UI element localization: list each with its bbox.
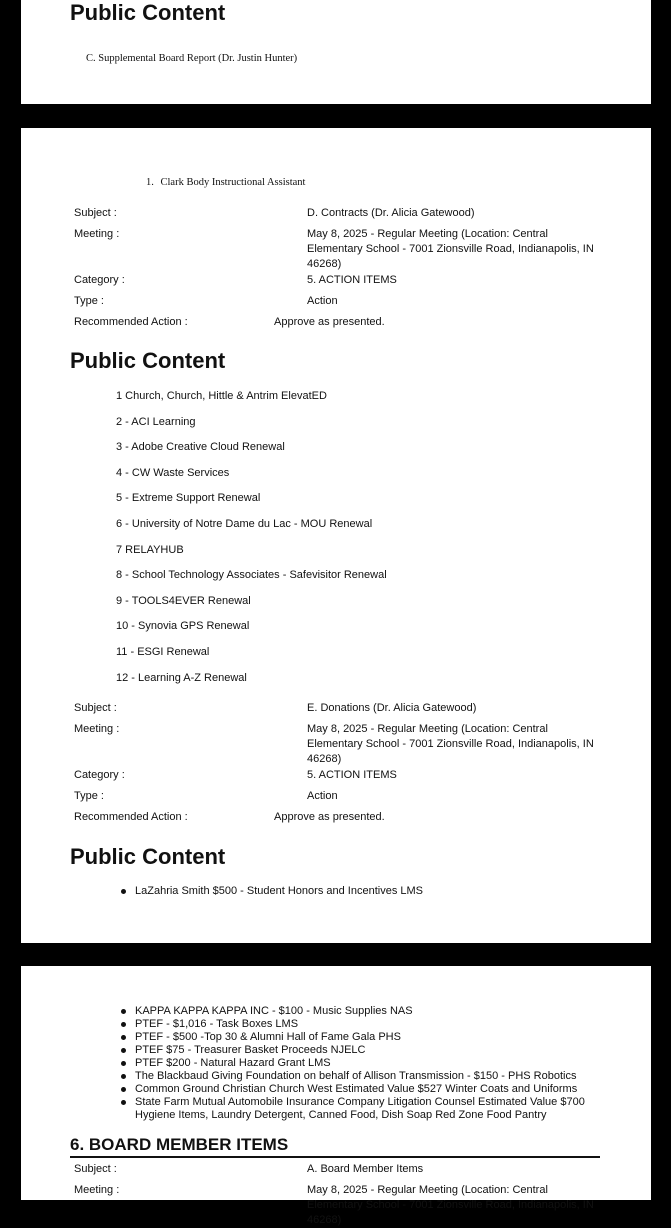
list-item: PTEF $75 - Treasurer Basket Proceeds NJELC bbox=[119, 1044, 609, 1057]
meeting-value: May 8, 2025 - Regular Meeting (Location: Central Elementary School - 7001 Zionsville Road, Indianapolis, IN 46268) bbox=[307, 228, 594, 270]
subject-label: Subject : bbox=[74, 1163, 117, 1175]
meeting-value: May 8, 2025 - Regular Meeting (Location: Central Elementary School - 7001 Zionsville Road, Indianapolis, IN 46268) bbox=[307, 1184, 594, 1226]
subject-value: D. Contracts (Dr. Alicia Gatewood) bbox=[307, 207, 475, 219]
list-item: 1 Church, Church, Hittle & Antrim ElevatED bbox=[116, 390, 327, 402]
list-item: 3 - Adobe Creative Cloud Renewal bbox=[116, 441, 285, 454]
meeting-label: Meeting : bbox=[74, 723, 120, 735]
list-item: 5 - Extreme Support Renewal bbox=[116, 492, 261, 505]
recommended-action-value: Approve as presented. bbox=[274, 811, 385, 823]
type-value: Action bbox=[307, 790, 338, 802]
recommended-action-label: Recommended Action : bbox=[74, 316, 188, 328]
contracts-list bbox=[116, 389, 387, 696]
list-item: PTEF - $500 -Top 30 & Alumni Hall of Fame Gala PHS bbox=[119, 1031, 609, 1044]
public-content-heading: Public Content bbox=[70, 348, 226, 373]
subject-value: A. Board Member Items bbox=[307, 1163, 424, 1175]
document-page-3 bbox=[21, 966, 651, 1226]
supplemental-board-report: C. Supplemental Board Report (Dr. Justin Hunter) bbox=[86, 53, 298, 64]
numbered-item-number: 1. bbox=[146, 177, 154, 188]
meeting-value: May 8, 2025 - Regular Meeting (Location: Central Elementary School - 7001 Zionsville Road, Indianapolis, IN 46268) bbox=[307, 723, 594, 765]
type-label: Type : bbox=[74, 295, 104, 307]
subject-label: Subject : bbox=[74, 702, 117, 714]
list-item: Common Ground Christian Church West Estimated Value $527 Winter Coats and Uniforms bbox=[119, 1083, 609, 1096]
category-value: 5. ACTION ITEMS bbox=[307, 274, 397, 286]
list-item: 10 - Synovia GPS Renewal bbox=[116, 620, 250, 633]
type-label: Type : bbox=[74, 790, 104, 802]
numbered-item-text: Clark Body Instructional Assistant bbox=[160, 177, 306, 188]
category-value: 5. ACTION ITEMS bbox=[307, 769, 397, 781]
list-item: 11 - ESGI Renewal bbox=[116, 645, 210, 658]
list-item: 8 - School Technology Associates - Safevisitor Renewal bbox=[116, 569, 387, 582]
list-item: PTEF $200 - Natural Hazard Grant LMS bbox=[119, 1057, 609, 1070]
document-page-2 bbox=[21, 128, 651, 943]
meeting-label: Meeting : bbox=[74, 1184, 120, 1196]
list-item: State Farm Mutual Automobile Insurance Company Litigation Counsel Estimated Value $700 Hygiene Items, Laundry Detergent, Canned Food, Dish Soap Red Zone Food Pantry bbox=[119, 1096, 609, 1122]
meeting-label: Meeting : bbox=[74, 228, 120, 240]
list-item: 4 - CW Waste Services bbox=[116, 466, 230, 479]
list-item: 12 - Learning A-Z Renewal bbox=[116, 671, 247, 684]
donations-list-start bbox=[119, 885, 423, 898]
recommended-action-value: Approve as presented. bbox=[274, 316, 385, 328]
public-content-heading: Public Content bbox=[70, 0, 226, 25]
recommended-action-label: Recommended Action : bbox=[74, 811, 188, 823]
list-item: 9 - TOOLS4EVER Renewal bbox=[116, 594, 251, 607]
section-heading: 6. BOARD MEMBER ITEMS bbox=[70, 1135, 289, 1154]
donations-list bbox=[119, 1005, 609, 1122]
type-value: Action bbox=[307, 295, 338, 307]
subject-label: Subject : bbox=[74, 207, 117, 219]
list-item: 6 - University of Notre Dame du Lac - MOU Renewal bbox=[116, 517, 373, 530]
list-item: The Blackbaud Giving Foundation on behalf of Allison Transmission - $150 - PHS Robotics bbox=[119, 1070, 609, 1083]
list-item: 2 - ACI Learning bbox=[116, 415, 196, 428]
list-item: 7 RELAYHUB bbox=[116, 543, 184, 556]
list-item: LaZahria Smith $500 - Student Honors and Incentives LMS bbox=[119, 885, 423, 898]
list-item: PTEF - $1,016 - Task Boxes LMS bbox=[119, 1018, 609, 1031]
document-page-1 bbox=[21, 0, 651, 104]
category-label: Category : bbox=[74, 274, 125, 286]
public-content-heading: Public Content bbox=[70, 844, 226, 869]
section-divider bbox=[70, 1156, 600, 1158]
list-item: KAPPA KAPPA KAPPA INC - $100 - Music Supplies NAS bbox=[119, 1005, 609, 1018]
category-label: Category : bbox=[74, 769, 125, 781]
numbered-item bbox=[146, 177, 305, 188]
subject-value: E. Donations (Dr. Alicia Gatewood) bbox=[307, 702, 477, 714]
